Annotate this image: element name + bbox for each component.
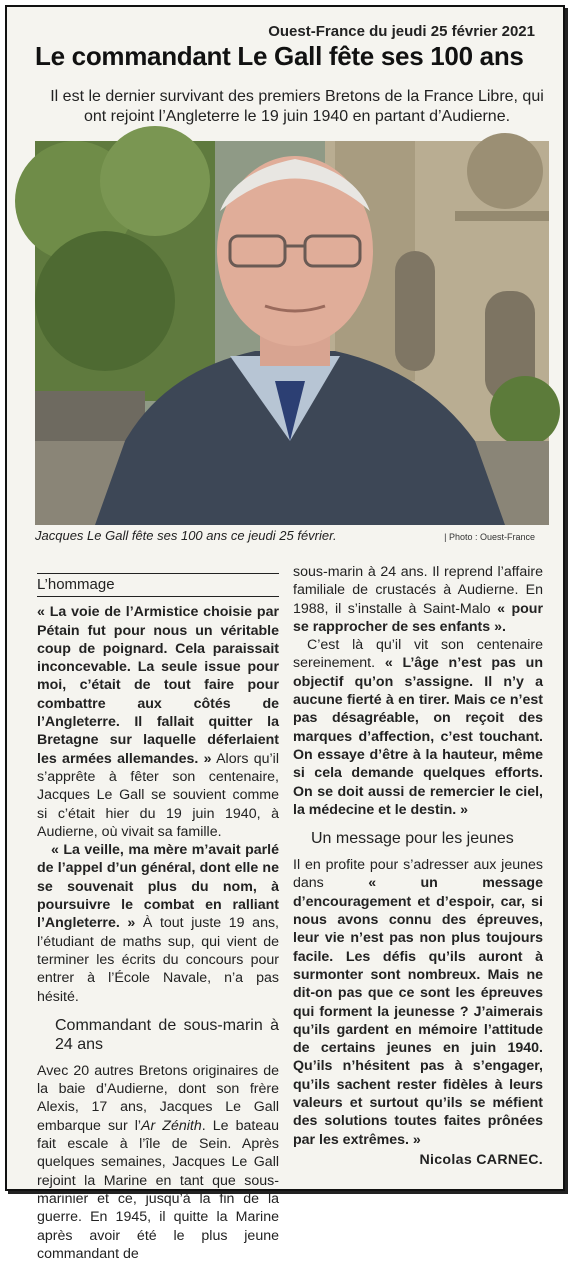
quote: « La veille, ma mère m’avait parlé de l’appel d’un général, dont elle ne se souvenait plus du nom, à poursuivre le combat en ralliant l’Angleterre. »: [37, 842, 279, 932]
paragraph: [293, 563, 543, 636]
newspaper-clipping: [5, 5, 565, 1262]
headline: Le commandant Le Gall fête ses 100 ans: [35, 41, 524, 71]
text: Alors qu’il s’apprête à fêter son centenaire, Jacques Le Gall se souvient comme si c’était hier du 19 juin 1940, à Audierne, où vivait sa famille.: [37, 750, 279, 840]
text: À tout juste 19 ans, l’étudiant de maths sup, qui vient de terminer les écrits du concours pour entrer à l’École Navale, n’a pas hésité.: [37, 915, 279, 1005]
subheading: Commandant de sous-marin à 24 ans: [55, 1016, 279, 1053]
article-column-left: [37, 573, 279, 1263]
article-column-right: [293, 563, 543, 1169]
dateline: Ouest-France du jeudi 25 février 2021: [268, 23, 535, 40]
section-label: L’hommage: [37, 573, 279, 597]
portrait-photo: [35, 141, 549, 525]
quote: « L’âge n’est pas un objectif qu’on s’assigne. Il n’y a aucune fierté à en tirer. Mais ce n’est pas désagréable, on reçoit des marques d’affection, c’est touchant. On essaye d’être à la hauteur, même si cela demande quelques efforts. On se doit aussi de remercier le ciel, la médecine et le destin. »: [293, 655, 543, 818]
paragraph: [37, 603, 279, 841]
text: sous-marin à 24 ans. Il reprend l’affaire familiale de crustacés à Audierne. En 1988, il s’installe à Saint-Malo: [293, 564, 543, 617]
text: . Le bateau fait escale à l’île de Sein. Après quelques semaines, Jacques Le Gall rejoint la Marine en tant que sous-marinier et ce, jusqu’à la fin de la guerre. En 1945, il quitte la Marine après avoir été le plus jeune commandant de: [37, 1117, 280, 1262]
photo-credit: | Photo : Ouest-France: [444, 532, 535, 542]
text: C’est là qu’il vit son centenaire sereinement.: [293, 637, 543, 672]
paragraph: [37, 1062, 279, 1263]
paragraph: [293, 636, 543, 819]
portrait-photo-image: [35, 141, 549, 525]
paragraph: [293, 856, 543, 1149]
quote: « pour se rapprocher de ses enfants ».: [293, 600, 543, 635]
author-signature: Nicolas CARNEC.: [419, 1151, 543, 1168]
text: Avec 20 autres Bretons originaires de la baie d’Audierne, dont son frère Alexis, 17 ans, Jacques Le Gall embarque sur l’: [37, 1062, 279, 1134]
ship-name: Ar Zénith: [141, 1117, 202, 1134]
subheading: Un message pour les jeunes: [311, 830, 514, 848]
quote: « La voie de l’Armistice choisie par Pétain fut pour nous un véritable coup de poignard. Cela paraissait inconcevable. La seule issue pour moi, c’était de tout faire pour combattre aux côtés de l’Angleterre. Il fallait quitter la Bretagne sur laquelle déferlaient les armées allemandes. »: [37, 604, 279, 767]
photo-caption: Jacques Le Gall fête ses 100 ans ce jeudi 25 février.: [35, 528, 337, 543]
paragraph: [37, 841, 279, 1006]
deck: Il est le dernier survivant des premiers Bretons de la France Libre, qui ont rejoint l’Angleterre le 19 juin 1940 en partant d’Audierne.: [50, 88, 544, 125]
quote: « un message d’encouragement et d’espoir, car, si nous avons connu des épreuves, leur vie n’est pas non plus toujours facile. Les défis qu’ils auront à surmonter sont nombreux. Mais ne dit-on pas que ce sont les épreuves qui forment la jeunesse ? J’aimerais qu’ils gardent en mémoire l’attitude de certains jeunes en juin 1940. Qu’ils n’hésitent pas à s’engager, qu’ils sachent rester fidèles à leurs valeurs et surtout qu’ils se méfient des solutions toutes faites prônées par les extrêmes. »: [293, 875, 543, 1148]
text: Il en profite pour s’adresser aux jeunes dans: [293, 857, 543, 892]
